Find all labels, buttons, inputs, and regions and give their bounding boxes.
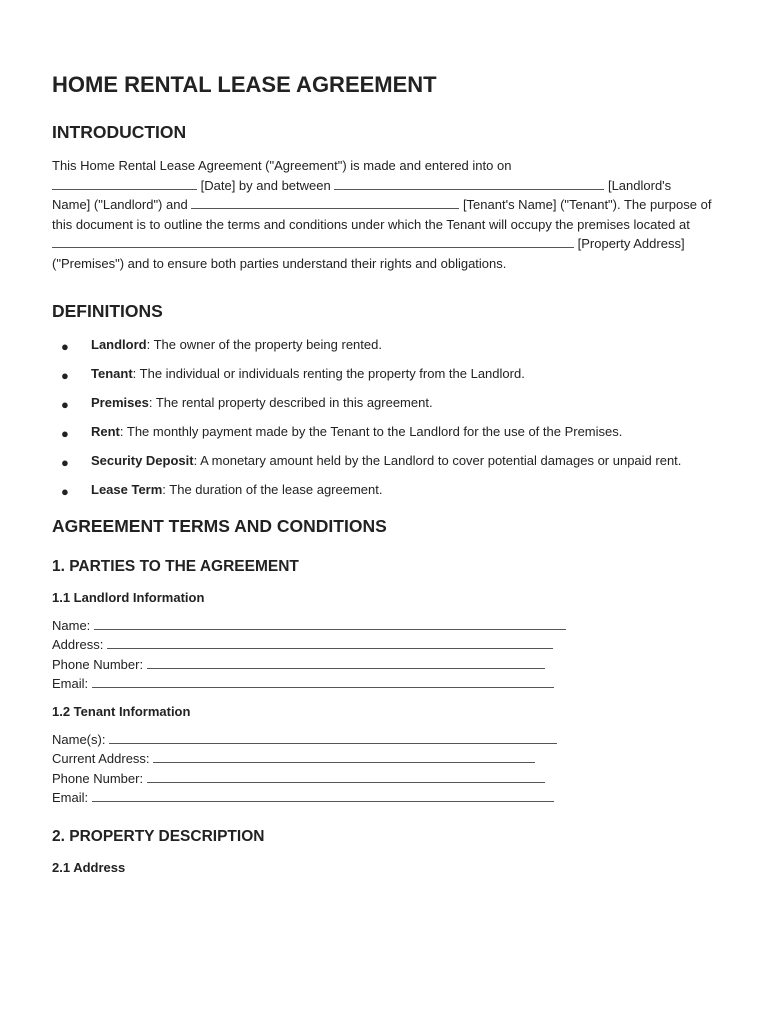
list-item: ● Landlord: The owner of the property being rented. [52, 335, 712, 355]
property-address-blank[interactable] [52, 235, 574, 248]
list-item: ● Premises: The rental property described in this agreement. [52, 393, 712, 413]
date-blank[interactable] [52, 177, 197, 190]
list-item: ● Security Deposit: A monetary amount held by the Landlord to cover potential damages or unpaid rent. [52, 451, 712, 471]
tenant-address-field[interactable]: Current Address: [52, 749, 712, 769]
document-title: HOME RENTAL LEASE AGREEMENT [52, 72, 437, 97]
tenant-name-field[interactable]: Name(s): [52, 730, 712, 750]
bullet-icon: ● [61, 339, 69, 354]
landlord-address-field[interactable]: Address: [52, 635, 712, 655]
introduction-paragraph: This Home Rental Lease Agreement ("Agreement") is made and entered into on [Date] by and between [Landlord's Name] ("Landlord") and [Tenant's Name] ("Tenant"). The purpose of this document is to outline the terms and conditions under which the Tenant will occupy the premises located at [Property Address] ("Premises") and to ensure both parties understand their rights and obligations. [52, 158, 712, 271]
address-subheading: 2.1 Address [52, 859, 126, 875]
definitions-list [52, 335, 712, 500]
bullet-icon: ● [61, 368, 69, 383]
definitions-heading: DEFINITIONS [52, 301, 163, 321]
landlord-name-blank[interactable] [334, 177, 604, 190]
property-description-heading: 2. PROPERTY DESCRIPTION [52, 827, 265, 845]
bullet-icon: ● [61, 484, 69, 499]
list-item: ● Rent: The monthly payment made by the Tenant to the Landlord for the use of the Premises. [52, 422, 712, 442]
landlord-fields [52, 616, 712, 694]
landlord-info-heading: 1.1 Landlord Information [52, 589, 205, 605]
terms-heading: AGREEMENT TERMS AND CONDITIONS [52, 515, 387, 536]
list-item: ● Tenant: The individual or individuals renting the property from the Landlord. [52, 364, 712, 384]
bullet-icon: ● [61, 397, 69, 412]
tenant-info-heading: 1.2 Tenant Information [52, 703, 191, 719]
tenant-phone-field[interactable]: Phone Number: [52, 769, 712, 789]
landlord-email-field[interactable]: Email: [52, 674, 712, 694]
list-item: ● Lease Term: The duration of the lease agreement. [52, 480, 712, 500]
introduction-heading: INTRODUCTION [52, 122, 187, 142]
bullet-icon: ● [61, 455, 69, 470]
tenant-name-blank[interactable] [191, 196, 459, 209]
tenant-email-field[interactable]: Email: [52, 788, 712, 808]
landlord-phone-field[interactable]: Phone Number: [52, 655, 712, 675]
landlord-name-field[interactable]: Name: [52, 616, 712, 636]
bullet-icon: ● [61, 426, 69, 441]
tenant-fields [52, 730, 712, 808]
parties-heading: 1. PARTIES TO THE AGREEMENT [52, 557, 299, 575]
